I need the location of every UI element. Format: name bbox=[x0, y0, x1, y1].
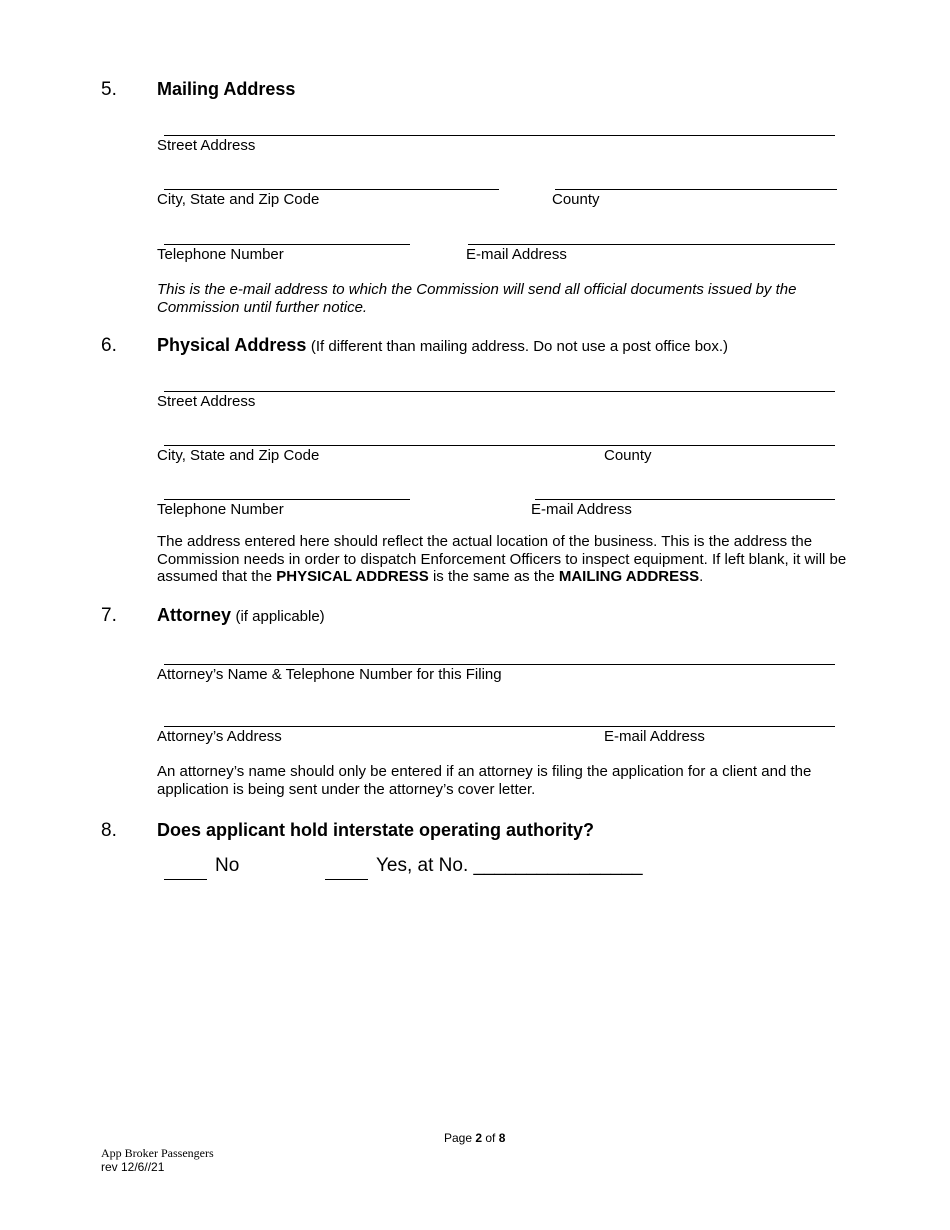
physical-phone-label: Telephone Number bbox=[157, 501, 284, 518]
section-7-subtitle: (if applicable) bbox=[235, 608, 325, 625]
attorney-note: An attorney’s name should only be entered if an attorney is filing the application for a client and the application is being sent under the attorney’s cover letter. bbox=[157, 763, 812, 798]
section-5-title: Mailing Address bbox=[157, 79, 296, 99]
section-7-number: 7. bbox=[101, 605, 117, 626]
physical-note-bold-2: MAILING ADDRESS bbox=[558, 568, 700, 585]
mailing-county-label: County bbox=[552, 191, 600, 208]
footer-form-name: App Broker Passengers bbox=[101, 1146, 214, 1160]
physical-address-note bbox=[157, 533, 847, 586]
attorney-email-label: E-mail Address bbox=[604, 728, 705, 745]
attorney-address-label: Attorney’s Address bbox=[157, 728, 282, 745]
section-7-title: Attorney bbox=[157, 605, 232, 625]
physical-city-county-field[interactable] bbox=[164, 445, 835, 446]
section-8-title: Does applicant hold interstate operating authority? bbox=[157, 820, 595, 840]
physical-note-text-1: The address entered here should reflect the actual location of the business. This is the address the Commission needs in order to dispatch Enforcement Officers to inspect equipment. If left blank, it will be assumed that the bbox=[157, 533, 847, 585]
mailing-city-label: City, State and Zip Code bbox=[157, 191, 320, 208]
physical-street-field[interactable] bbox=[164, 391, 835, 392]
physical-email-field[interactable] bbox=[535, 499, 835, 500]
attorney-address-field[interactable] bbox=[164, 726, 835, 727]
page-current: 2 bbox=[475, 1131, 483, 1145]
physical-street-label: Street Address bbox=[157, 393, 256, 410]
mailing-email-field[interactable] bbox=[468, 244, 835, 245]
physical-note-bold-1: PHYSICAL ADDRESS bbox=[276, 568, 429, 585]
yes-checkbox-line[interactable] bbox=[325, 879, 368, 880]
page-of: of bbox=[482, 1131, 499, 1145]
physical-email-label: E-mail Address bbox=[531, 501, 632, 518]
physical-note-text-3: . bbox=[699, 568, 704, 585]
attorney-name-label: Attorney’s Name & Telephone Number for this Filing bbox=[157, 666, 502, 683]
physical-phone-field[interactable] bbox=[164, 499, 410, 500]
physical-county-label: County bbox=[604, 447, 652, 464]
section-6-heading bbox=[157, 335, 728, 356]
section-6-subtitle: (If different than mailing address. Do not use a post office box.) bbox=[310, 338, 729, 355]
mailing-email-note: This is the e-mail address to which the Commission will send all official documents issued by the Commission until further notice. bbox=[157, 281, 797, 316]
yes-option-label: Yes, at No. ________________ bbox=[376, 855, 643, 876]
mailing-phone-label: Telephone Number bbox=[157, 246, 284, 263]
mailing-phone-field[interactable] bbox=[164, 244, 410, 245]
section-8-number: 8. bbox=[101, 820, 117, 841]
no-checkbox-line[interactable] bbox=[164, 879, 207, 880]
page-prefix: Page bbox=[444, 1131, 476, 1145]
mailing-county-field[interactable] bbox=[555, 189, 837, 190]
no-option-label: No bbox=[215, 855, 240, 876]
page-number bbox=[444, 1131, 505, 1145]
mailing-street-label: Street Address bbox=[157, 137, 256, 154]
physical-note-text-2: is the same as the bbox=[428, 568, 559, 585]
attorney-name-field[interactable] bbox=[164, 664, 835, 665]
section-6-number: 6. bbox=[101, 335, 117, 356]
mailing-street-field[interactable] bbox=[164, 135, 835, 136]
mailing-email-label: E-mail Address bbox=[466, 246, 567, 263]
physical-city-label: City, State and Zip Code bbox=[157, 447, 320, 464]
page-total: 8 bbox=[498, 1131, 506, 1145]
section-5-number: 5. bbox=[101, 79, 117, 100]
section-7-heading bbox=[157, 605, 325, 626]
section-6-title: Physical Address bbox=[157, 335, 307, 355]
footer-revision: rev 12/6//21 bbox=[101, 1160, 165, 1174]
mailing-city-field[interactable] bbox=[164, 189, 499, 190]
